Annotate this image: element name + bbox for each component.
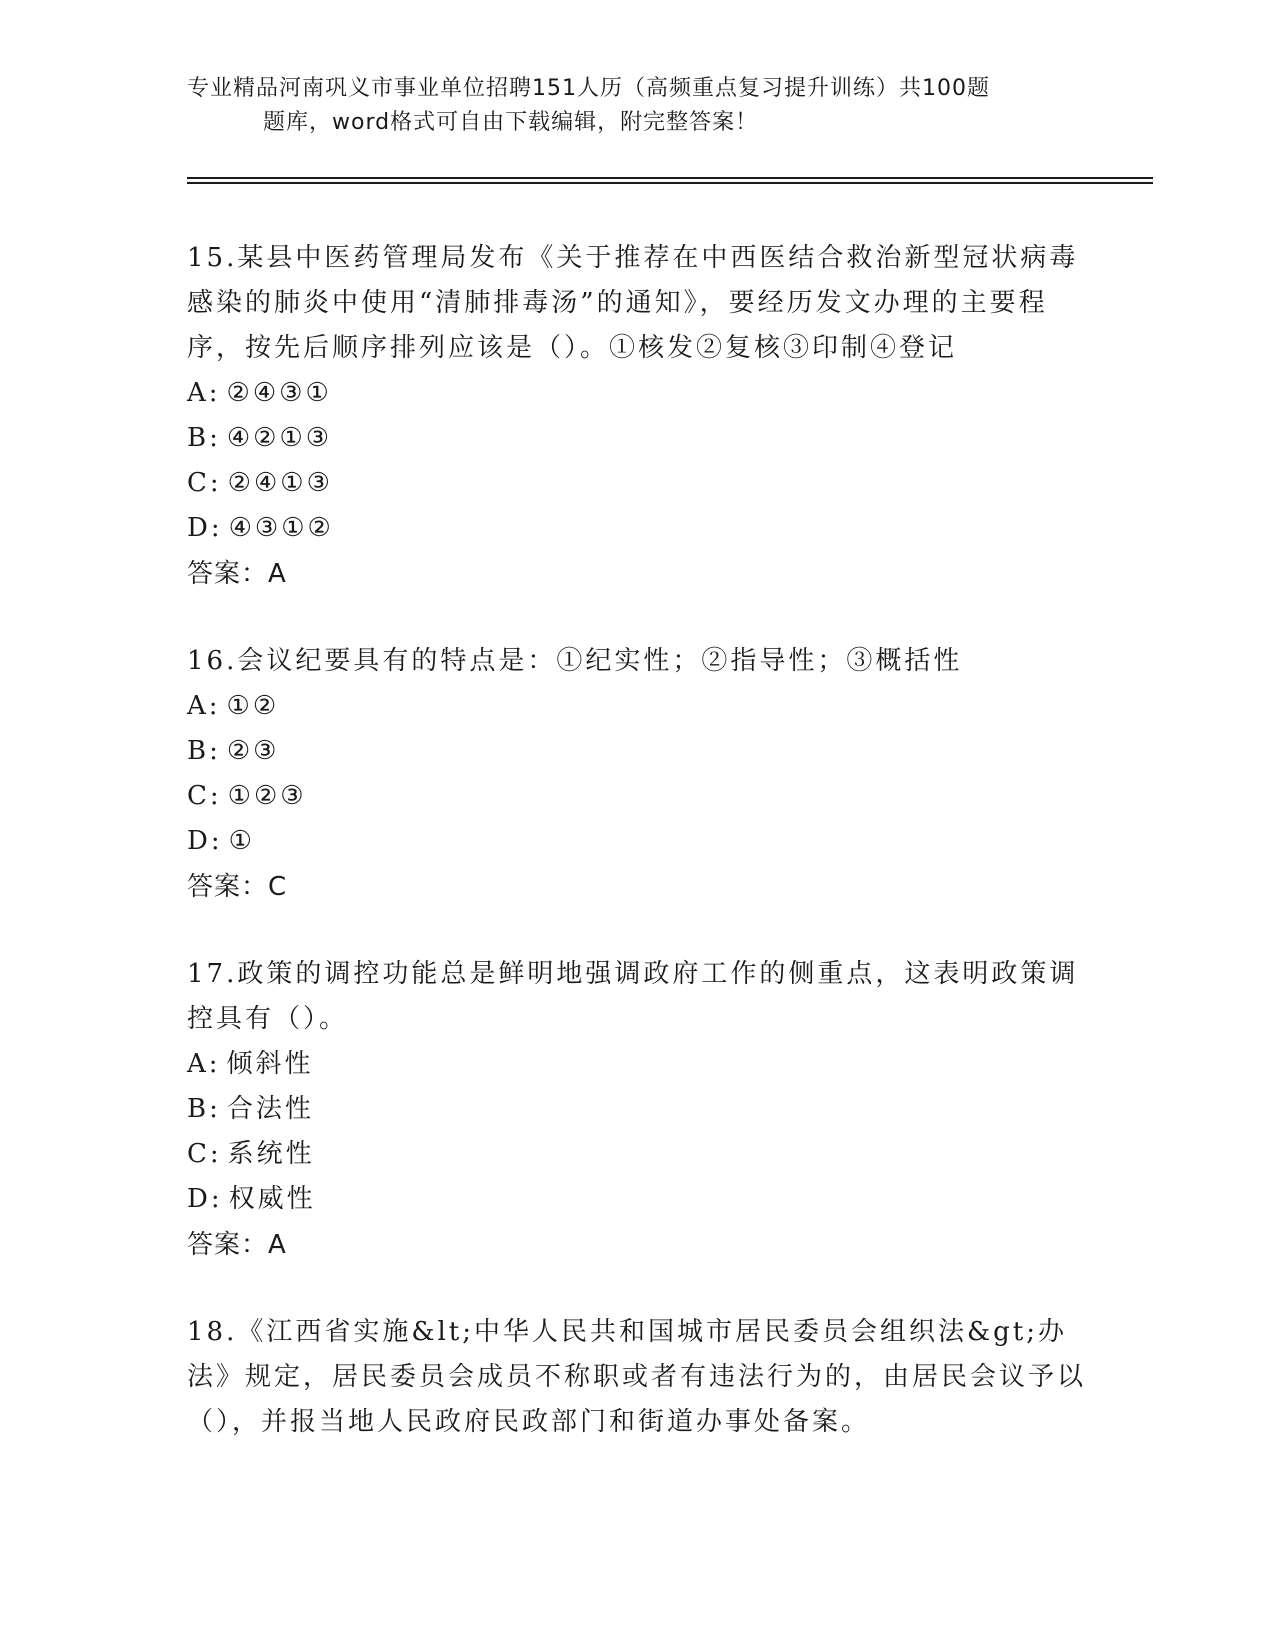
header-title-line2: 题库，word格式可自由下载编辑，附完整答案！ [263,110,759,135]
question-17 [187,952,1087,1268]
option-b [187,416,1087,461]
option-separator: : [209,423,221,453]
option-text: 权威性 [228,1184,316,1214]
option-a [187,684,1087,729]
header-divider-bottom [187,182,1153,184]
option-separator: : [210,826,223,856]
question-18 [187,1310,1087,1445]
option-c [187,774,1087,819]
option-d [187,819,1087,864]
option-key: C [187,1139,210,1169]
question-stem: 15.某县中医药管理局发布《关于推荐在中西医结合救治新型冠状病毒感染的肺炎中使用“清肺排毒汤”的通知》，要经历发文办理的主要程序，按先后顺序排列应该是（）。①核发②复核③印制④登记 [187,243,1079,363]
option-text: 倾斜性 [226,1049,314,1079]
option-key: D [187,1184,211,1214]
option-key: B [187,423,210,453]
option-c [187,461,1087,506]
option-separator: : [208,1049,221,1079]
option-separator: : [209,781,222,811]
question-list [187,236,1087,1487]
option-key: A [187,378,209,408]
option-text: ②③ [226,736,280,766]
option-separator: : [209,1094,221,1124]
question-16 [187,639,1087,910]
option-key: B [187,736,210,766]
option-separator: : [209,468,222,498]
answer-line: 答案：A [187,1230,287,1260]
option-separator: : [209,1139,222,1169]
option-b [187,729,1087,774]
question-stem: 18.《江西省实施&lt;中华人民共和国城市居民委员会组织法&gt;办法》规定，居民委员会成员不称职或者有违法行为的，由居民会议予以（），并报当地人民政府民政部门和街道办事处备案。 [187,1317,1087,1437]
option-d [187,1177,1087,1222]
option-key: C [187,781,210,811]
option-text: ①②③ [227,781,307,811]
question-15 [187,236,1087,597]
option-text: ④③①② [228,513,334,543]
option-b [187,1087,1087,1132]
option-separator: : [208,378,221,408]
option-separator: : [210,513,223,543]
answer-line: 答案：A [187,559,287,589]
option-text: ②④③① [226,378,332,408]
option-c [187,1132,1087,1177]
option-key: C [187,468,210,498]
option-text: ① [228,826,255,856]
option-text: ①② [226,691,280,721]
option-separator: : [210,1184,223,1214]
document-header [187,72,1067,140]
option-a [187,371,1087,416]
option-text: ④②①③ [226,423,333,453]
option-text: ②④①③ [227,468,333,498]
option-key: A [187,1049,209,1079]
option-key: A [187,691,209,721]
option-a [187,1042,1087,1087]
question-stem: 17.政策的调控功能总是鲜明地强调政府工作的侧重点，这表明政策调控具有（）。 [187,959,1079,1034]
option-d [187,506,1087,551]
header-divider-top [187,177,1153,179]
header-title-line1: 专业精品河南巩义市事业单位招聘151人历（高频重点复习提升训练）共100题 [187,76,990,101]
option-text: 合法性 [226,1094,314,1124]
option-key: D [187,513,211,543]
answer-line: 答案：C [187,872,288,902]
option-separator: : [208,691,221,721]
option-key: B [187,1094,210,1124]
option-separator: : [209,736,221,766]
question-stem: 16.会议纪要具有的特点是：①纪实性；②指导性；③概括性 [187,646,963,676]
option-text: 系统性 [227,1139,315,1169]
option-key: D [187,826,211,856]
